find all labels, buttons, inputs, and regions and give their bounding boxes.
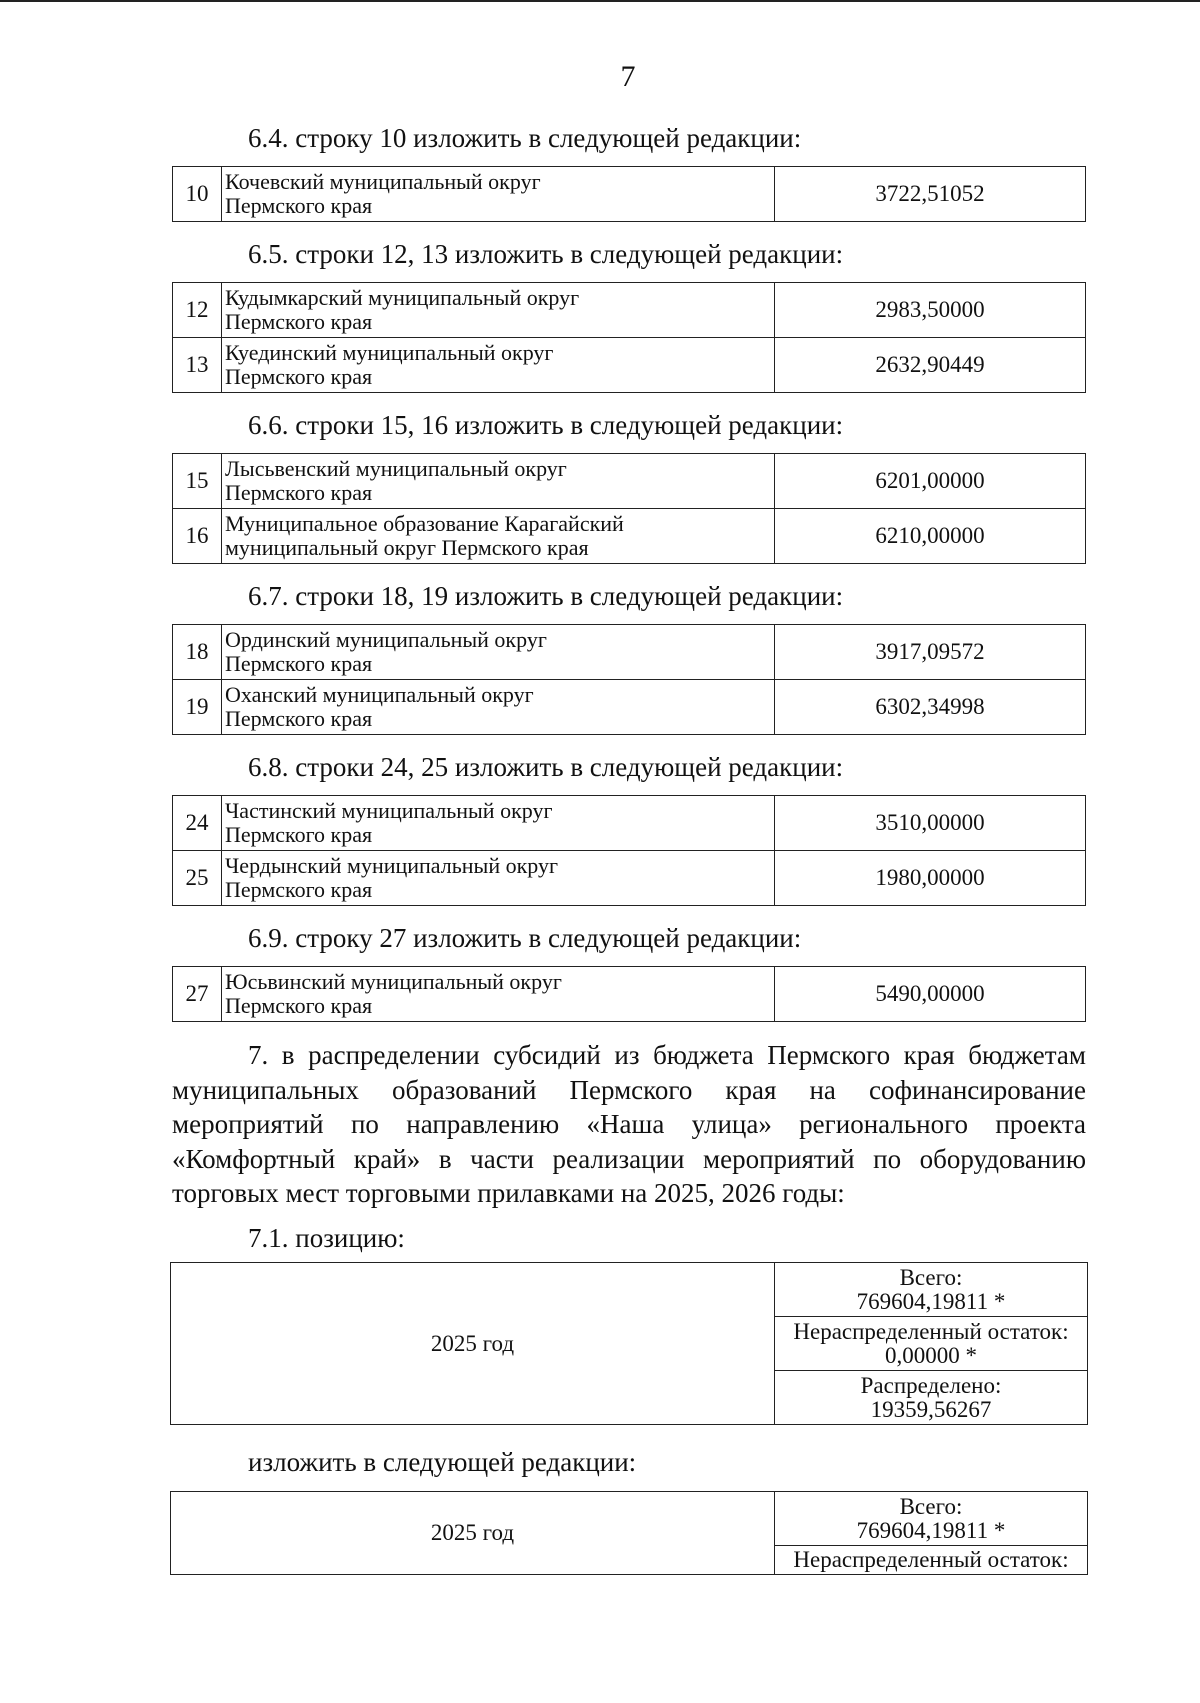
amendment-table bbox=[172, 453, 1086, 564]
subsidy-amount: 6210,00000 bbox=[775, 509, 1086, 564]
subsidy-amount: 1980,00000 bbox=[775, 851, 1086, 906]
year-cell: 2025 год bbox=[171, 1263, 775, 1425]
scan-top-edge bbox=[0, 0, 1200, 2]
new-edition-heading: изложить в следующей редакции: bbox=[248, 1447, 637, 1477]
row-number: 13 bbox=[173, 338, 222, 393]
table-row bbox=[173, 851, 1086, 906]
table-row bbox=[173, 625, 1086, 680]
table-row bbox=[173, 454, 1086, 509]
section-heading: 6.5. строки 12, 13 изложить в следующей редакции: bbox=[248, 239, 844, 269]
section-heading: 6.7. строки 18, 19 изложить в следующей редакции: bbox=[248, 581, 844, 611]
subsidy-amount: 3510,00000 bbox=[775, 796, 1086, 851]
section-heading: 6.9. строку 27 изложить в следующей редакции: bbox=[248, 923, 802, 953]
subsidy-amount: 6302,34998 bbox=[775, 680, 1086, 735]
item-7-1-heading: 7.1. позицию: bbox=[248, 1223, 405, 1253]
municipality-name: Лысьвенский муниципальный округ Пермского края bbox=[222, 454, 775, 509]
amendment-table bbox=[172, 166, 1086, 222]
position-table-new bbox=[170, 1491, 1088, 1575]
subsidy-amount: 3917,09572 bbox=[775, 625, 1086, 680]
amendment-table bbox=[172, 282, 1086, 393]
municipality-name: Частинский муниципальный округ Пермского края bbox=[222, 796, 775, 851]
row-number: 19 bbox=[173, 680, 222, 735]
municipality-name: Чердынский муниципальный округ Пермского края bbox=[222, 851, 775, 906]
section-heading: 6.6. строки 15, 16 изложить в следующей редакции: bbox=[248, 410, 844, 440]
table-row bbox=[173, 509, 1086, 564]
table-row bbox=[173, 338, 1086, 393]
municipality-name: Куединский муниципальный округ Пермского края bbox=[222, 338, 775, 393]
amendment-table bbox=[172, 795, 1086, 906]
subsidy-amount: 6201,00000 bbox=[775, 454, 1086, 509]
subsidy-amount: 2632,90449 bbox=[775, 338, 1086, 393]
subsidy-amount: 3722,51052 bbox=[775, 167, 1086, 222]
row-number: 10 bbox=[173, 167, 222, 222]
row-number: 16 bbox=[173, 509, 222, 564]
row-number: 12 bbox=[173, 283, 222, 338]
row-number: 25 bbox=[173, 851, 222, 906]
table-row bbox=[173, 796, 1086, 851]
municipality-name: Кудымкарский муниципальный округ Пермского края bbox=[222, 283, 775, 338]
municipality-name: Ординский муниципальный округ Пермского края bbox=[222, 625, 775, 680]
position-table-old bbox=[170, 1262, 1088, 1425]
page-number: 7 bbox=[620, 60, 636, 93]
total-cell: Всего: 769604,19811 * bbox=[775, 1492, 1088, 1546]
municipality-name: Муниципальное образование Карагайский муниципальный округ Пермского края bbox=[222, 509, 775, 564]
row-number: 27 bbox=[173, 967, 222, 1022]
municipality-name: Оханский муниципальный округ Пермского края bbox=[222, 680, 775, 735]
amendment-table bbox=[172, 624, 1086, 735]
item-7-paragraph: 7. в распределении субсидий из бюджета Пермского края бюджетам муниципальных образований Пермского края на софинансирование мероприятий по направлению «Наша улица» регионального проекта «Комфортный край» в части реализации мероприятий по оборудованию торговых мест торговыми прилавками на 2025, 2026 годы: bbox=[172, 1040, 1086, 1208]
subsidy-amount: 2983,50000 bbox=[775, 283, 1086, 338]
municipality-name: Юсьвинский муниципальный округ Пермского края bbox=[222, 967, 775, 1022]
row-number: 15 bbox=[173, 454, 222, 509]
unallocated-cell: Нераспределенный остаток: 0,00000 * bbox=[775, 1317, 1088, 1371]
section-heading: 6.8. строки 24, 25 изложить в следующей редакции: bbox=[248, 752, 844, 782]
table-row bbox=[173, 967, 1086, 1022]
table-row bbox=[173, 167, 1086, 222]
total-cell: Всего: 769604,19811 * bbox=[775, 1263, 1088, 1317]
unallocated-cell: Нераспределенный остаток: bbox=[775, 1546, 1088, 1575]
table-row bbox=[173, 283, 1086, 338]
table-row bbox=[173, 680, 1086, 735]
row-number: 24 bbox=[173, 796, 222, 851]
allocated-cell: Распределено: 19359,56267 bbox=[775, 1371, 1088, 1425]
row-number: 18 bbox=[173, 625, 222, 680]
subsidy-amount: 5490,00000 bbox=[775, 967, 1086, 1022]
amendment-table bbox=[172, 966, 1086, 1022]
municipality-name: Кочевский муниципальный округ Пермского края bbox=[222, 167, 775, 222]
section-heading: 6.4. строку 10 изложить в следующей редакции: bbox=[248, 123, 802, 153]
year-cell: 2025 год bbox=[171, 1492, 775, 1575]
